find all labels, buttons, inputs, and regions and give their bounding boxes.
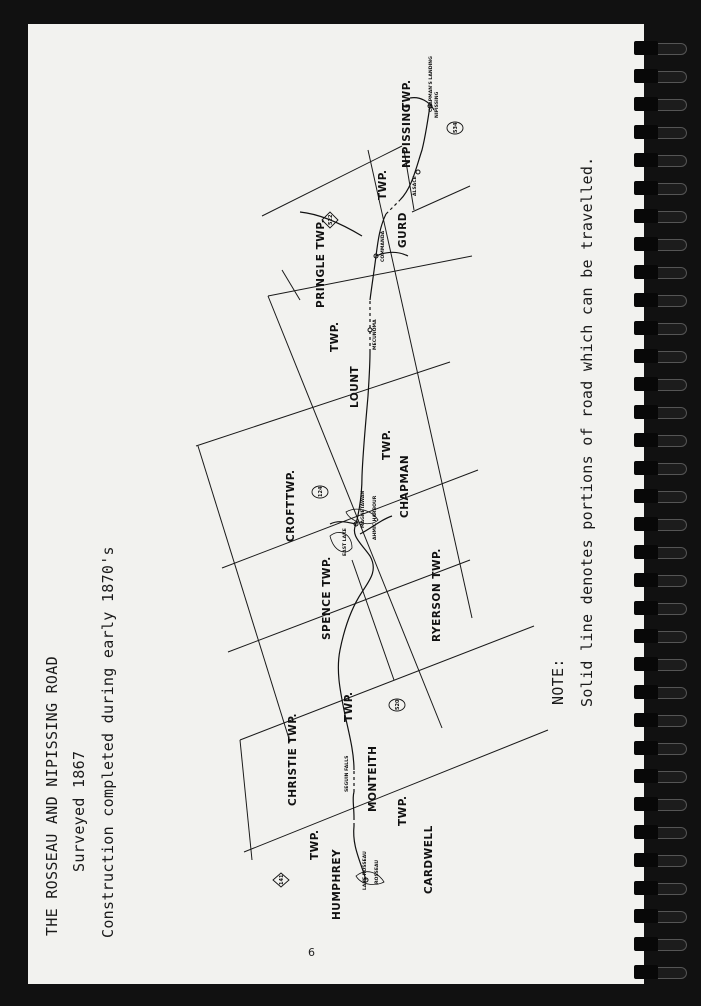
highway-124 [312, 486, 328, 498]
village-alsace-marker [416, 170, 420, 174]
survey-year: Surveyed 1867 [70, 750, 88, 872]
construction-note: Construction completed during early 1870's [99, 546, 117, 938]
township-humphrey: HUMPHREY [331, 848, 343, 920]
township-lount: LOUNT [349, 365, 361, 408]
township-croft: CROFT [285, 500, 297, 542]
highway-534 [447, 122, 463, 134]
place-mecunoma: MECUNOMA [373, 319, 378, 350]
place-seguin-falls: SEGUIN FALLS [345, 755, 350, 792]
township-monteith: MONTEITH [367, 745, 379, 812]
svg-text:522: 522 [328, 214, 334, 225]
highway-520 [389, 699, 405, 711]
highway-141 [273, 873, 289, 887]
township-lount-suffix: TWP. [329, 321, 341, 352]
svg-text:520: 520 [395, 699, 401, 710]
township-spence: SPENCE TWP. [321, 556, 333, 640]
svg-text:124: 124 [318, 486, 324, 497]
lake-near-magnetawan [330, 532, 352, 552]
township-chapman: CHAPMAN [399, 454, 411, 518]
township-nipissing: NIPISSING [401, 103, 413, 168]
township-croft-suffix: TWP. [285, 469, 297, 500]
township-gurd: GURD [397, 212, 409, 248]
township-pringle: PRINGLE TWP. [315, 218, 327, 308]
svg-text:534: 534 [453, 122, 459, 133]
place-ahmic-harbour: AHMIC HARBOUR [373, 495, 378, 540]
place-nipissing: NIPISSING [435, 91, 440, 118]
place-east-lake: EAST LAKE [343, 528, 348, 556]
township-ryerson: RYERSON TWP. [431, 548, 443, 642]
place-chapmans-landing: CHAPMAN'S LANDING [429, 56, 434, 112]
place-rosseau: ROSSEAU [375, 859, 380, 884]
township-cardwell-suffix: TWP. [397, 795, 409, 826]
place-alsace: ALSACE [413, 176, 418, 196]
svg-text:141: 141 [279, 874, 285, 885]
page-number: 6 [308, 946, 315, 959]
township-christie: CHRISTIE TWP. [287, 713, 299, 806]
note-text: Solid line denotes portions of road which can be travelled. [578, 156, 596, 707]
place-commanda: COMMANDA [381, 230, 386, 262]
township-humphrey-suffix: TWP. [309, 829, 321, 860]
place-lake-rosseau: LAKE ROSSEAU [363, 851, 368, 890]
township-chapman-suffix: TWP. [381, 429, 393, 460]
place-magnetawan: MAGNETAWAN [361, 490, 366, 528]
township-cardwell: CARDWELL [423, 825, 435, 894]
note-heading: NOTE: [549, 658, 567, 705]
map-title: THE ROSSEAU AND NIPISSING ROAD [43, 656, 61, 936]
township-nipissing-suffix: TWP. [401, 79, 413, 110]
township-gurd-suffix: TWP. [377, 169, 389, 200]
township-monteith-suffix: TWP. [343, 691, 355, 722]
